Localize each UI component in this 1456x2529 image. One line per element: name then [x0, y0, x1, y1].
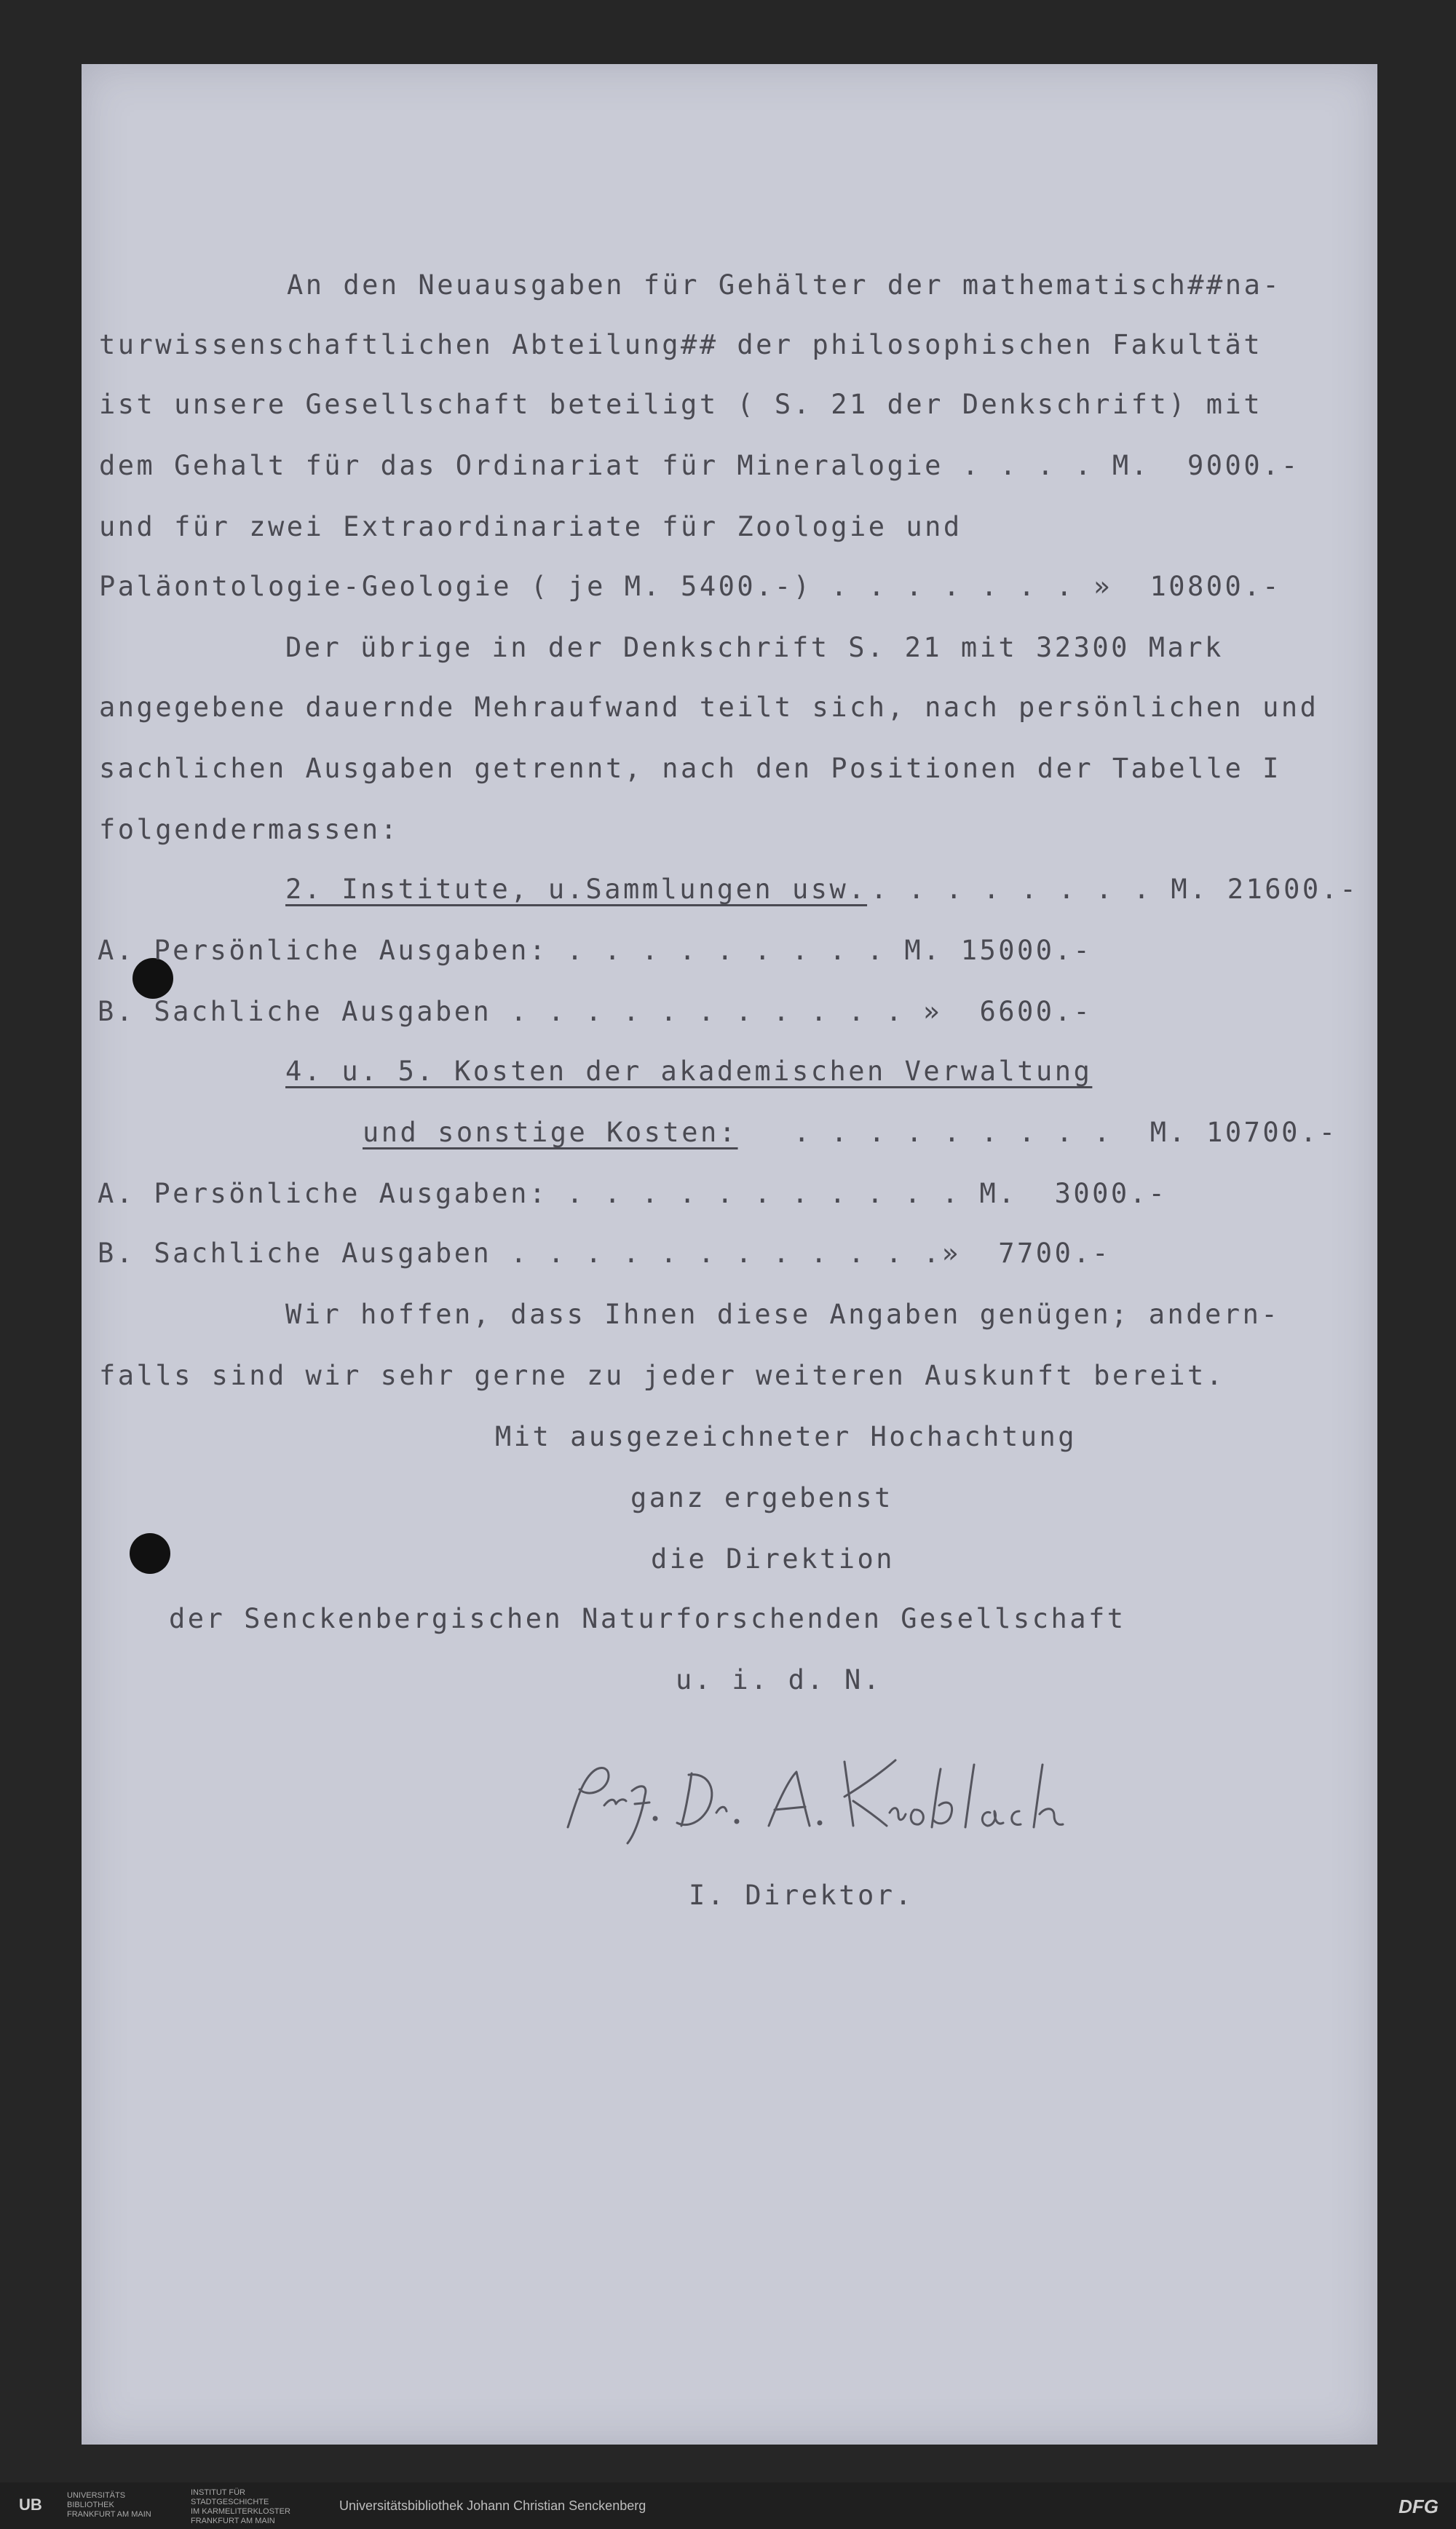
- text-line: ist unsere Gesellschaft beteiligt ( S. 21 der Denkschrift) mit: [99, 389, 1263, 420]
- closing-line: die Direktion: [651, 1543, 895, 1575]
- text-line: A. Persönliche Ausgaben: . . . . . . . . . M. 15000.-: [98, 935, 1093, 966]
- archive-footer: [0, 2482, 1456, 2529]
- text-line: sachlichen Ausgaben getrennt, nach den Positionen der Tabelle I: [99, 753, 1281, 784]
- signature-title: I. Direktor.: [689, 1880, 914, 1911]
- text-line: folgendermassen:: [99, 814, 400, 845]
- dfg-logo: DFG: [1398, 2496, 1439, 2517]
- section-heading-kosten: und sonstige Kosten:: [363, 1117, 738, 1148]
- closing-line: Mit ausgezeichneter Hochachtung: [495, 1421, 1077, 1452]
- text-line: falls sind wir sehr gerne zu jeder weiteren Auskunft bereit.: [99, 1360, 1225, 1391]
- closing-line: u. i. d. N.: [676, 1664, 882, 1695]
- text-line: und für zwei Extraordinariate für Zoologie und: [99, 511, 962, 542]
- text-line: B. Sachliche Ausgaben . . . . . . . . . . . » 6600.-: [98, 996, 1093, 1027]
- closing-line: ganz ergebenst: [630, 1482, 893, 1513]
- text-line: dem Gehalt für das Ordinariat für Mineralogie . . . . M. 9000.-: [99, 450, 1300, 481]
- handwritten-signature: [553, 1740, 1107, 1849]
- footer-institution-name: Universitätsbibliothek Johann Christian Senckenberg: [339, 2498, 646, 2513]
- text-line: Paläontologie-Geologie ( je M. 5400.-) . . . . . . . » 10800.-: [99, 571, 1281, 602]
- punch-hole-bottom: [130, 1533, 170, 1574]
- text-line: angegebene dauernde Mehraufwand teilt sich, nach persönlichen und: [99, 692, 1319, 723]
- text-line: . . . . . . . . . M. 10700.-: [794, 1117, 1338, 1148]
- section-heading-verwaltung: 4. u. 5. Kosten der akademischen Verwaltung: [285, 1056, 1093, 1087]
- closing-line: der Senckenbergischen Naturforschenden Gesellschaft: [169, 1603, 1126, 1634]
- isg-logo-text: INSTITUT FÜR STADTGESCHICHTE IM KARMELITERKLOSTER FRANKFURT AM MAIN: [191, 2488, 290, 2525]
- ub-logo-text: UNIVERSITÄTS BIBLIOTHEK FRANKFURT AM MAIN: [67, 2491, 151, 2519]
- ub-logo: UB: [19, 2496, 42, 2514]
- text-line: A. Persönliche Ausgaben: . . . . . . . . . . . M. 3000.-: [98, 1178, 1168, 1209]
- text-line: Der übrige in der Denkschrift S. 21 mit 32300 Mark: [285, 632, 1224, 663]
- text-line: B. Sachliche Ausgaben . . . . . . . . . . . .» 7700.-: [98, 1238, 1111, 1269]
- section-heading-institute: 2. Institute, u.Sammlungen usw.: [285, 874, 868, 905]
- text-line: Wir hoffen, dass Ihnen diese Angaben genügen; andern-: [285, 1299, 1281, 1330]
- text-line: An den Neuausgaben für Gehälter der mathematisch##na-: [287, 269, 1282, 301]
- text-line: turwissenschaftlichen Abteilung## der philosophischen Fakultät: [99, 329, 1263, 360]
- text-line: . . . . . . . . M. 21600.-: [871, 874, 1359, 905]
